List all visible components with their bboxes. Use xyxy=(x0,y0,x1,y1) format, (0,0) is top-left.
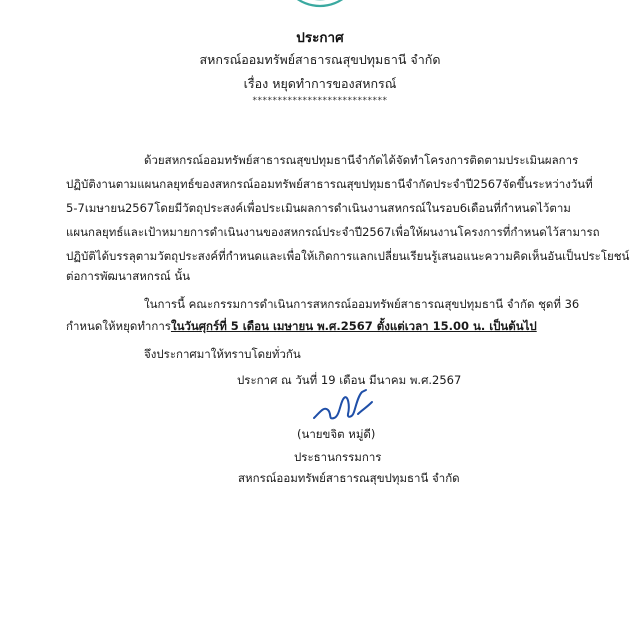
word: ได้จัดทำโครงการติดตามประเมินผลการ xyxy=(382,153,579,167)
signer-organization: สหกรณ์ออมทรัพย์สาธารณสุขปทุมธานี จำกัด xyxy=(238,471,460,485)
asterisk-divider: *************************** xyxy=(252,96,388,106)
cooperative-seal-logo xyxy=(275,0,365,10)
word: สามารถ xyxy=(558,225,600,239)
paragraph1-line5 xyxy=(66,248,630,264)
word: เดือน xyxy=(467,201,494,215)
paragraph1-line4 xyxy=(66,224,600,240)
word: โดยมีวัตถุประสงค์เพื่อประเมินผลการดำเนินงานสหกรณ์ในรอบ xyxy=(154,201,460,215)
word: ของสหกรณ์ออมทรัพย์สาธารณสุขปทุมธานี xyxy=(194,177,406,191)
word: เพื่อให้ผนงาน xyxy=(391,225,458,239)
closing-statement: จึงประกาศมาให้ทราบโดยทั่วกัน xyxy=(144,347,301,361)
paragraph1-line1 xyxy=(144,152,579,168)
paragraph1-line3 xyxy=(66,200,571,216)
announcement-heading: ประกาศ xyxy=(296,30,344,46)
word: และเป้าหมายการดำเนินงานของสหกรณ์ประจำปี xyxy=(123,225,363,239)
announcement-date: ประกาศ ณ วันที่ 19 เดือน มีนาคม พ.ศ.2567 xyxy=(237,373,462,387)
signer-name: (นายขจิต หมู่ดี) xyxy=(297,427,376,441)
word: - xyxy=(73,201,78,215)
word: 2567 xyxy=(124,201,155,215)
word: 7 xyxy=(77,201,85,215)
word: จัดขึ้นระหว่างวันที่ xyxy=(502,177,593,191)
word: แผนกลยุทธ์ xyxy=(66,225,124,239)
word: จำกัด xyxy=(405,177,433,191)
word: ปฏิบัติงานตามแผนกลยุทธ์ xyxy=(66,177,195,191)
word: 2567 xyxy=(473,177,503,191)
word: ด้วย xyxy=(144,153,165,167)
paragraph1-line2 xyxy=(66,176,593,192)
organization-title: สหกรณ์ออมทรัพย์สาธารณสุขปทุมธานี จำกัด xyxy=(199,52,441,67)
word: ที่กำหนดไว้ตาม xyxy=(493,201,571,215)
word: ประจำปี xyxy=(432,177,474,191)
closure-lead-text: กำหนดให้หยุดทำการ xyxy=(66,319,171,333)
word: 5 xyxy=(66,201,74,215)
word: 2567 xyxy=(362,225,392,239)
word: 6 xyxy=(459,201,468,215)
word: จำกัด xyxy=(355,153,383,167)
word: ปฏิบัติได้บรรลุตามวัตถุประสงค์ที่กำหนด xyxy=(66,249,263,263)
word: เมษายน xyxy=(84,201,125,215)
signature-image xyxy=(310,388,380,424)
paragraph1-line6: ต่อการพัฒนาสหกรณ์ นั้น xyxy=(66,269,191,283)
paragraph2-line2 xyxy=(66,318,537,334)
word: และเพื่อให้เกิดการแลกเปลี่ยนเรียนรู้ xyxy=(262,249,438,263)
paragraph2-line1: ในการนี้ คณะกรรมการดำเนินการสหกรณ์ออมทรัพย์สาธารณสุขปทุมธานี จำกัด ชุดที่ 36 xyxy=(144,297,580,311)
word: เสนอแนะความคิดเห็นอันเป็นประโยชน์ xyxy=(437,249,630,263)
word: โครงการที่กำหนดไว้ xyxy=(457,225,559,239)
announcement-subject: เรื่อง หยุดทำการของสหกรณ์ xyxy=(243,76,397,91)
closure-date-emphasis: ในวันศุกร์ที่ 5 เดือน เมษายน พ.ศ.2567 ตั้งแต่เวลา 15.00 น. เป็นต้นไป xyxy=(170,319,537,333)
signer-title: ประธานกรรมการ xyxy=(294,450,382,464)
word: สหกรณ์ออมทรัพย์สาธารณสุขปทุมธานี xyxy=(164,153,356,167)
